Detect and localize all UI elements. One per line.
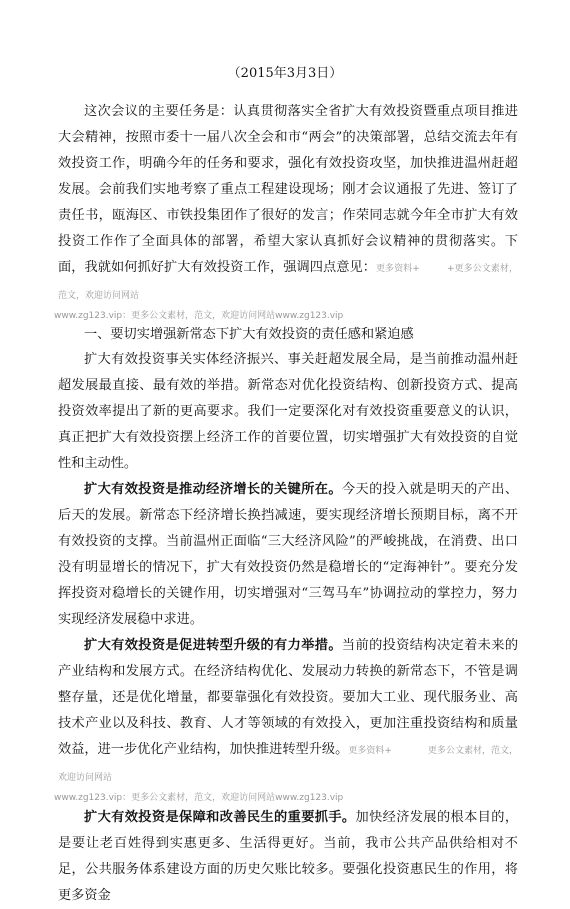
- section-1-heading: 一、要切实增强新常态下扩大有效投资的责任感和紧迫感: [84, 327, 414, 342]
- paragraph-3-text: 当前的投资结构决定着未来的产业结构和发展方式。在经济结构优化、发展动力转换的新常态下，不管是调整存量，还是优化增量，都要靠强化有效投资。要加大工业、现代服务业、高技术产业以及科技、教育、人才等领域的有效投入，更加注重投资结构和质量效益，进一步优化产业结构，加快推进转型升级。: [58, 638, 519, 757]
- intro-ad-link[interactable]: 更多资料+ +更多公文素材，范文，欢迎访问网站: [58, 264, 518, 301]
- intro-paragraph: [58, 99, 518, 309]
- paragraph-4-lead: 扩大有效投资是保障和改善民生的重要抓手。: [84, 810, 356, 825]
- document-body: [54, 99, 519, 909]
- paragraph-4-text: 加快经济发展的根本目的，是要让老百姓得到实惠更多、生活得更好。当前，我市公共产品供给相对不足，公共服务体系建设方面的历史欠账比较多。要强化投资惠民生的作用，将更多资金: [58, 810, 519, 903]
- paragraph-2-text: 今天的投入就是明天的产出、后天的发展。新常态下经济增长换挡减速，要实现经济增长预期目标，离不开有效投资的支撑。当前温州正面临“三大经济风险”的严峻挑战，在消费、出口没有明显增长的情况下，扩大有效投资仍然是稳增长的“定海神针”。要充分发挥投资对稳增长的关键作用，切实增强对“三驾马车”协调拉动的掌控力，努力实现经济发展稳中求进。: [58, 482, 519, 627]
- section-1-paragraph-1: 扩大有效投资事关实体经济振兴、事关赶超发展全局，是当前推动温州赶超发展最直接、最有效的举措。新常态对优化投资结构、创新投资方式、提高投资效率提出了新的更高要求。我们一定要深化对有效投资重要意义的认识，真正把扩大有效投资摆上经济工作的首要位置，切实增强扩大有效投资的自觉性和主动性。: [58, 352, 518, 471]
- paragraph-2-lead: 扩大有效投资是推动经济增长的关键所在。: [84, 482, 342, 497]
- section-1-paragraph-2: [58, 477, 518, 633]
- intro-text: 这次会议的主要任务是：认真贯彻落实全省扩大有效投资暨重点项目推进大会精神，按照市委十一届八次全会和市“两会”的决策部署，总结交流去年有效投资工作，明确今年的任务和要求，强化有效投资攻坚，加快推进温州赶超发展。会前我们实地考察了重点工程建设现场；刚才会议通报了先进、签订了责任书，瓯海区、市铁投集团作了很好的发言；作荣同志就今年全市扩大有效投资工作作了全面具体的部署，希望大家认真抓好会议精神的贯彻落实。下面，我就如何抓好扩大有效投资工作，强调四点意见：: [58, 104, 518, 275]
- watermark-line-1[interactable]: www.zg123.vip：更多公文素材，范文，欢迎访问网站www.zg123.vip: [54, 311, 344, 321]
- paragraph-3-ad-link[interactable]: 更多资料+ 更多公文素材，范文，欢迎访问网站: [58, 746, 519, 783]
- watermark-line-2[interactable]: www.zg123.vip：更多公文素材，范文，欢迎访问网站www.zg123.vip: [54, 793, 344, 803]
- section-1-paragraph-4: [58, 805, 518, 909]
- section-1-paragraph-3: [58, 633, 518, 791]
- document-date: （2015年3月3日）: [227, 66, 343, 81]
- paragraph-3-lead: 扩大有效投资是促进转型升级的有力举措。: [84, 638, 342, 653]
